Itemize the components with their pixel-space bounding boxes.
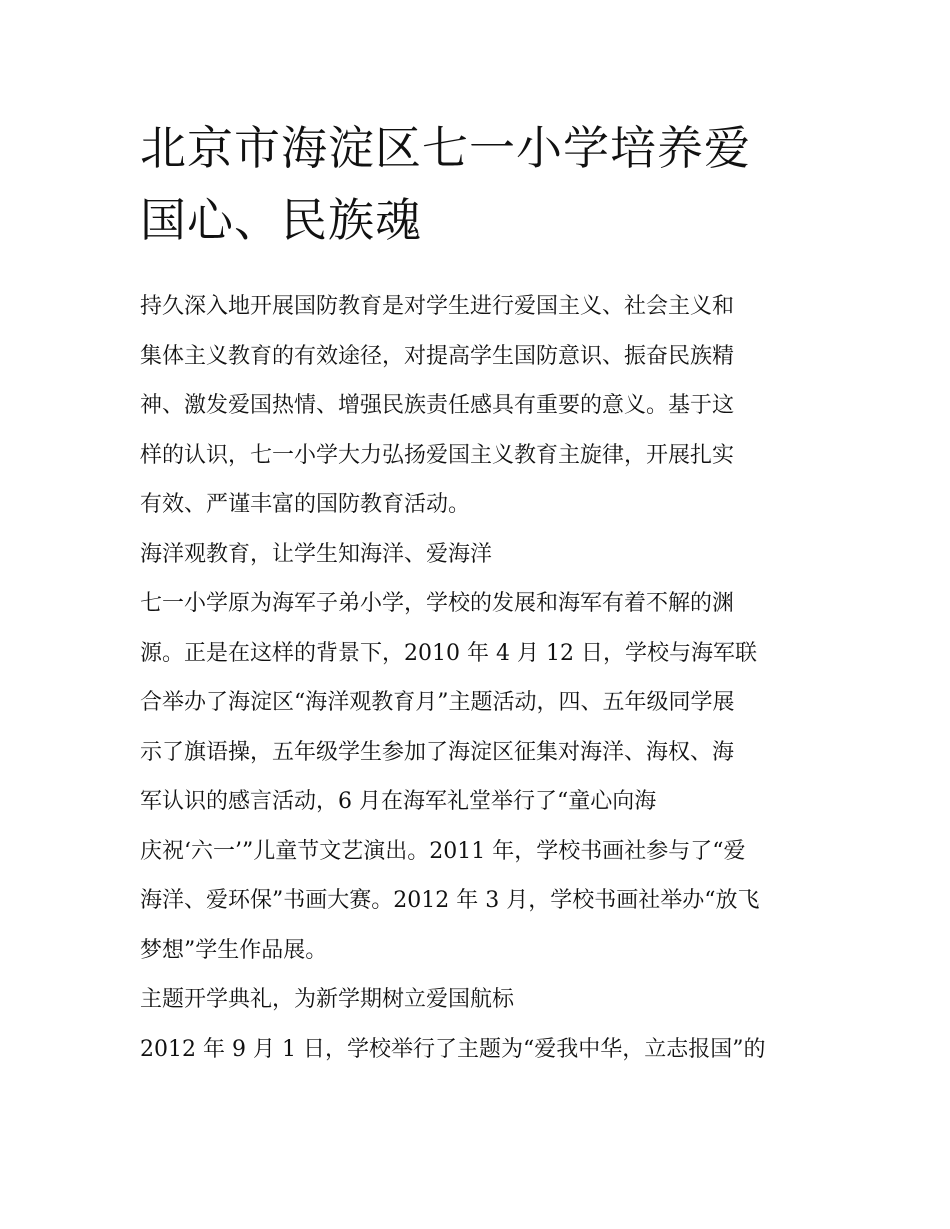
text-line: 海洋、爱环保”书画大赛。2012 年 3 月，学校书画社举办“放飞 (140, 888, 760, 913)
text-line: 集体主义教育的有效途径，对提高学生国防意识、振奋民族精 (140, 343, 735, 369)
section-paragraph-ocean-education (140, 579, 820, 975)
text-line: 军认识的感言活动，6 月在海军礼堂举行了“童心向海 (140, 789, 657, 814)
text-line: 七一小学原为海军子弟小学，学校的发展和海军有着不解的渊 (140, 591, 735, 616)
section-heading-opening-ceremony: 主题开学典礼，为新学期树立爱国航标 (140, 987, 515, 1012)
text-line: 源。正是在这样的背景下，2010 年 4 月 12 日，学校与海军联 (140, 640, 757, 666)
intro-paragraph (140, 282, 820, 530)
text-line: 有效、严谨丰富的国防教育活动。 (140, 492, 471, 517)
section-heading-ocean-education: 海洋观教育，让学生知海洋、爱海洋 (140, 541, 493, 567)
section-paragraph-opening-ceremony (140, 1025, 820, 1075)
document-page (140, 112, 820, 1074)
text-line: 2012 年 9 月 1 日，学校举行了主题为“爱我中华，立志报国”的 (140, 1036, 766, 1062)
text-line: 示了旗语操，五年级学生参加了海淀区征集对海洋、海权、海 (140, 739, 735, 765)
title-line: 北京市海淀区七一小学培养爱 (140, 121, 751, 175)
text-line: 神、激发爱国热情、增强民族责任感具有重要的意义。基于这 (140, 393, 735, 418)
text-line: 合举办了海淀区“海洋观教育月”主题活动，四、五年级同学展 (140, 690, 735, 715)
text-line: 样的认识，七一小学大力弘扬爱国主义教育主旋律，开展扎实 (140, 442, 735, 468)
text-line: 梦想”学生作品展。 (140, 937, 328, 963)
document-title (140, 112, 820, 256)
text-line: 庆祝‘六一’”儿童节文艺演出。2011 年，学校书画社参与了“爱 (140, 838, 746, 864)
text-line: 持久深入地开展国防教育是对学生进行爱国主义、社会主义和 (140, 294, 735, 319)
title-line: 国心、民族魂 (140, 193, 422, 247)
